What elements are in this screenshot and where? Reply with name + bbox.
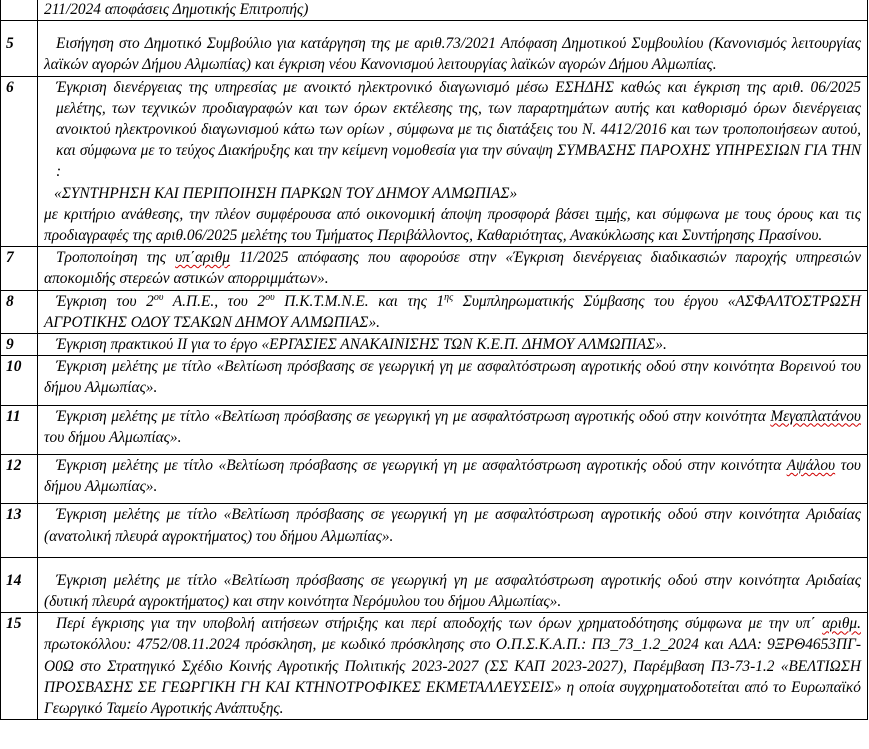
item-number: 9 — [1, 334, 38, 356]
item-text-span: του δήμου Αλμωπίας». — [44, 428, 182, 446]
superscript: ου — [265, 291, 275, 303]
table-row — [1, 76, 868, 247]
item-text-span: Έγκριση μελέτης με τίτλο «Βελτίωση πρόσβασης σε γεωργική γη με ασφαλτόστρωση αγροτικής οδού στην κοινότητα — [56, 457, 787, 475]
item-text-span: Περί έγκρισης για την υποβολή αιτήσεων στήριξης και περί αποδοχής των όρων χρηματοδότησης σύμφωνα με την υπ΄ — [56, 615, 823, 633]
item-number: 8 — [1, 290, 38, 333]
item-text-span: πρωτοκόλλου: 4752/08.11.2024 πρόσκληση, με κωδικό πρόσκλησης στο Ο.Π.Σ.Κ.Α.Π.: Π3_73_1.2_2024 και ΑΔΑ: 9ΞΡΘ4653ΠΓ-Ο0Ω στο Στρατηγικό Σχέδιο Κοινής Αγροτικής Πολιτικής 2023-2027 (ΣΣ ΚΑΠ 2023-2027), Παρέμβαση Π3-73-1.2 «ΒΕΛΤΙΩΣΗ ΠΡΟΣΒΑΣΗΣ ΣΕ ΓΕΩΡΓΙΚΗ ΓΗ ΚΑΙ ΚΤΗΝΟΤΡΟΦΙΚΕΣ ΕΚΜΕΤΑΛΛΕΥΣΕΙΣ» η οποία συγχρηματοδοτείται από το Ευρωπαϊκό Γεωργικό Ταμείο Αγροτικής Ανάπτυξης. — [44, 636, 861, 718]
item-text — [38, 334, 868, 356]
item-text-span: Συμπληρωματικής Σύμβασης του έργου «ΑΣΦΑΛΤΟΣΤΡΩΣΗ ΑΓΡΟΤΙΚΗΣ ΟΔΟΥ ΤΣΑΚΩΝ ΔΗΜΟΥ ΑΛΜΩΠΙΑΣ». — [44, 292, 861, 331]
item-number: 15 — [1, 613, 38, 720]
table-row — [1, 455, 868, 504]
table-row — [1, 405, 868, 454]
item-number: 11 — [1, 405, 38, 454]
item-number: 10 — [1, 356, 38, 405]
item-text — [38, 21, 868, 76]
item-text — [38, 356, 868, 405]
table-row — [1, 613, 868, 720]
item-number: 7 — [1, 247, 38, 290]
item-text — [38, 290, 868, 333]
item-text — [38, 613, 868, 720]
item-paragraph — [44, 204, 861, 246]
table-row — [1, 21, 868, 76]
table-row — [1, 504, 868, 557]
item-text-span: Έγκριση μελέτης με τίτλο «Βελτίωση πρόσβασης σε γεωργική γη με ασφαλτόστρωση αγροτικής οδού στην κοινότητα — [56, 407, 771, 425]
item-text-span: 11/2025 απόφασης που αφορούσε στην «Έγκριση διενέργειας διαδικασιών παροχής υπηρεσιών αποκομιδής στερεών αστικών απορριμμάτων». — [44, 249, 861, 288]
item-number: 14 — [1, 557, 38, 612]
spellcheck-word: Αψάλου — [786, 457, 836, 475]
item-text-span: Έγκριση μελέτης με τίτλο «Βελτίωση πρόσβασης σε γεωργική γη με ασφαλτόστρωση αγροτικής οδού στην κοινότητα Αριδαίας (δυτική πλευρά αγροκτήματος) και στην κοινότητα Νερόμυλου του δήμου Αλμωπίας». — [44, 571, 861, 611]
superscript: ης — [444, 291, 454, 303]
item-text-span: Εισήγηση στο Δημοτικό Συμβούλιο για κατάργηση της με αριθ.73/2021 Απόφαση Δημοτικού Συμβουλίου (Κανονισμός λειτουργίας λαϊκών αγορών Δήμου Αλμωπίας) και έγκριση νέου Κανονισμού λειτουργίας λαϊκών αγορών Δήμου Αλμωπίας. — [44, 35, 861, 74]
table-row — [1, 290, 868, 333]
item-text-span: Έγκριση μελέτης με τίτλο «Βελτίωση πρόσβασης σε γεωργική γη με ασφαλτόστρωση αγροτικής οδού στην κοινότητα Βορεινού του δήμου Αλμωπίας». — [44, 358, 861, 397]
item-number: 13 — [1, 504, 38, 557]
item-text-span: , και σύμφωνα με τους όρους και τις προδιαγραφές της αριθ.06/2025 μελέτης του Τμήματος Περιβάλλοντος, Καθαριότητας, Ανακύκλωσης και Συντήρησης Πρασίνου. — [44, 205, 861, 245]
spellcheck-word: Μεγαπλατάνου — [770, 407, 861, 425]
spellcheck-word: αριθμ. — [822, 615, 861, 633]
item-text-span: Έγκριση μελέτης με τίτλο «Βελτίωση πρόσβασης σε γεωργική γη με ασφαλτόστρωση αγροτικής οδού στην κοινότητα Αριδαίας (ανατολική πλευρά αγροκτήματος) του δήμου Αλμωπίας». — [44, 506, 861, 545]
item-text — [38, 405, 868, 454]
table-row — [1, 247, 868, 290]
item-text-span: του δήμου Αλμωπίας». — [44, 457, 861, 496]
table-row — [1, 356, 868, 405]
item-text-span: Α.Π.Ε., του 2 — [163, 292, 266, 310]
item-text-span: Τροποποίηση της — [56, 249, 176, 267]
item-text-span: με κριτήριο ανάθεσης, την πλέον συμφέρουσα από οικονομική άποψη προσφορά βάσει — [44, 205, 596, 223]
spellcheck-word: υπ΄αριθμ — [175, 249, 231, 267]
item-text — [38, 76, 868, 247]
item-text-span: 211/2024 αποφάσεις Δημοτικής Επιτροπής) — [44, 1, 309, 18]
item-text-span: Έγκριση του 2 — [56, 292, 154, 310]
item-number — [1, 0, 38, 21]
superscript: ου — [153, 291, 164, 303]
item-text — [38, 455, 868, 504]
item-paragraph: Έγκριση διενέργειας της υπηρεσίας με ανοικτό ηλεκτρονικό διαγωνισμό μέσω ΕΣΗΔΗΣ καθώς και έγκριση της αριθ. 06/2025 μελέτης, των τεχνικών προδιαγραφών και των όρων εκτέλεσης της, των παραρτημάτων αυτής και καθορισμό όρων διενέργειας ανοικτού ηλεκτρονικού διαγωνισμού κάτω των ορίων , σύμφωνα με τις διατάξεις του Ν. 4412/2016 και των τροποποιήσεων αυτού, και σύμφωνα με το τεύχος Διακήρυξης και την κείμενη νομοθεσία για την σύναψη ΣΥΜΒΑΣΗΣ ΠΑΡΟΧΗΣ ΥΠΗΡΕΣΙΩΝ ΓΙΑ ΤΗΝ : — [56, 78, 861, 181]
underlined-word: τιμής — [595, 205, 627, 223]
item-number: 5 — [1, 21, 38, 76]
table-row — [1, 334, 868, 356]
item-text — [38, 247, 868, 290]
item-text — [38, 557, 868, 612]
item-number: 6 — [1, 76, 38, 247]
item-text — [38, 0, 868, 21]
item-number: 12 — [1, 455, 38, 504]
item-text-span: Π.Κ.Τ.Μ.Ν.Ε. και της 1 — [274, 292, 445, 310]
item-text-span: Έγκριση πρακτικού ΙΙ για το έργο «ΕΡΓΑΣΙΕΣ ΑΝΑΚΑΙΝΙΣΗΣ ΤΩΝ Κ.Ε.Π. ΔΗΜΟΥ ΑΛΜΩΠΙΑΣ». — [56, 336, 667, 354]
table-row — [1, 557, 868, 612]
table-row — [1, 0, 868, 21]
item-text — [38, 504, 868, 557]
item-paragraph: «ΣΥΝΤΗΡΗΣΗ ΚΑΙ ΠΕΡΙΠΟΙΗΣΗ ΠΑΡΚΩΝ ΤΟΥ ΔΗΜΟΥ ΑΛΜΩΠΙΑΣ» — [54, 184, 518, 202]
